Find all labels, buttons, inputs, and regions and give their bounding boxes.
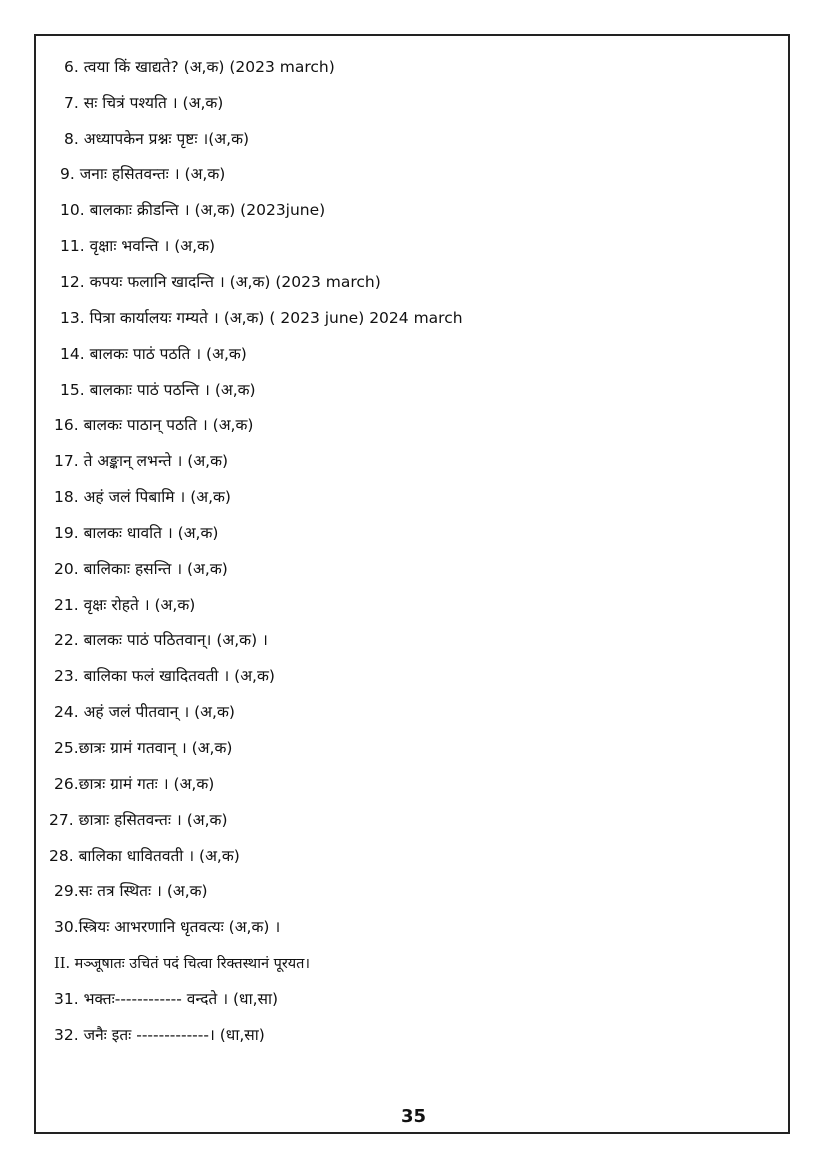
section-heading: II. मञ्जूषातः उचितं पदं चित्वा रिक्तस्थानं पूरयत। bbox=[54, 956, 310, 972]
exercise-item: 23. बालिका फलं खादितवती । (अ,क) bbox=[54, 667, 275, 685]
exercise-item: 20. बालिकाः हसन्ति । (अ,क) bbox=[54, 560, 228, 578]
exercise-item: 8. अध्यापकेन प्रश्नः पृष्टः ।(अ,क) bbox=[64, 130, 250, 148]
exercise-item: 21. वृक्षः रोहते । (अ,क) bbox=[54, 596, 196, 614]
exercise-item: 14. बालकः पाठं पठति । (अ,क) bbox=[60, 345, 247, 363]
exercise-item: 12. कपयः फलानि खादन्ति । (अ,क) (2023 march) bbox=[60, 273, 381, 291]
exercise-item: 25.छात्रः ग्रामं गतवान् । (अ,क) bbox=[54, 739, 233, 757]
exercise-item: 28. बालिका धावितवती । (अ,क) bbox=[49, 847, 240, 865]
exercise-item: 19. बालकः धावति । (अ,क) bbox=[54, 524, 219, 542]
exercise-item: 13. पित्रा कार्यालयः गम्यते । (अ,क) ( 2023 june) 2024 march bbox=[60, 309, 463, 327]
exercise-item: 17. ते अङ्कान् लभन्ते । (अ,क) bbox=[54, 452, 229, 470]
exercise-item: 29.सः तत्र स्थितः । (अ,क) bbox=[54, 882, 208, 900]
exercise-item: 6. त्वया किं खाद्यते? (अ,क) (2023 march) bbox=[64, 58, 335, 76]
exercise-item: 27. छात्राः हसितवन्तः । (अ,क) bbox=[49, 811, 228, 829]
page-number: 35 bbox=[400, 1106, 427, 1127]
exercise-item: 32. जनैः इतः -------------। (धा,सा) bbox=[54, 1026, 265, 1044]
exercise-item: 10. बालकाः क्रीडन्ति । (अ,क) (2023june) bbox=[60, 201, 326, 219]
exercise-item: 26.छात्रः ग्रामं गतः । (अ,क) bbox=[54, 775, 215, 793]
exercise-item: 24. अहं जलं पीतवान् । (अ,क) bbox=[54, 703, 235, 721]
exercise-item: 9. जनाः हसितवन्तः । (अ,क) bbox=[60, 165, 226, 183]
exercise-item: 16. बालकः पाठान् पठति । (अ,क) bbox=[54, 416, 254, 434]
exercise-item: 18. अहं जलं पिबामि । (अ,क) bbox=[54, 488, 231, 506]
exercise-item: 15. बालकाः पाठं पठन्ति । (अ,क) bbox=[60, 381, 256, 399]
exercise-item: 11. वृक्षाः भवन्ति । (अ,क) bbox=[60, 237, 216, 255]
exercise-item: 7. सः चित्रं पश्यति । (अ,क) bbox=[64, 94, 224, 112]
exercise-item: 22. बालकः पाठं पठितवान्। (अ,क) । bbox=[54, 631, 268, 649]
exercise-item: 31. भक्तः------------ वन्दते । (धा,सा) bbox=[54, 990, 279, 1008]
exercise-item: 30.स्त्रियः आभरणानि धृतवत्यः (अ,क) । bbox=[54, 918, 281, 936]
